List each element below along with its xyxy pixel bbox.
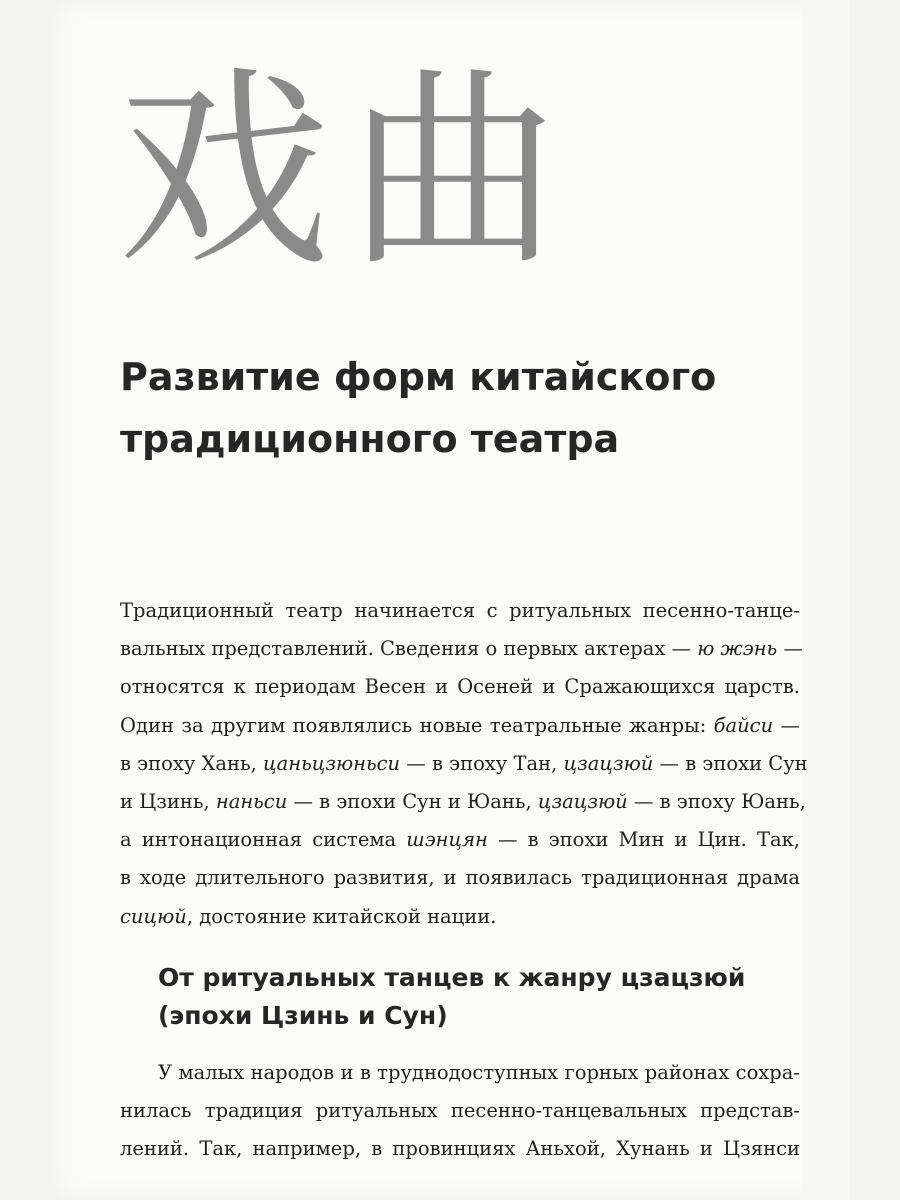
paragraph-line <box>120 707 800 745</box>
page-edge <box>802 0 850 1200</box>
text-run: — в эпохи Мин и Цин. Так, <box>487 828 800 852</box>
subheading-line: (эпохи Цзинь и Сун) <box>158 1001 448 1030</box>
text-run: — <box>773 713 800 737</box>
paragraph-line <box>120 859 800 897</box>
paragraph-line <box>120 745 808 783</box>
text-run: — в эпоху Тан, <box>400 751 564 775</box>
italic-term: цзацзюй <box>563 751 654 775</box>
italic-term: сицюй <box>120 904 187 928</box>
hanzi-qu: 曲 <box>348 48 560 295</box>
hanzi-xi: 戏 <box>118 48 330 295</box>
chapter-title <box>120 346 800 470</box>
text-run: — <box>777 637 803 661</box>
text-run: и Цзинь, <box>120 790 216 814</box>
text-run: вальных представлений. Сведения о первых актерах — <box>120 637 698 661</box>
chapter-title-line: Развитие форм китайского <box>120 355 717 399</box>
section-subheading <box>158 959 798 1035</box>
italic-term: цзацзюй <box>537 790 628 814</box>
paragraph-line: У малых народов и в труднодоступных горных районах сохра- <box>158 1061 800 1084</box>
paragraph-line: лений. Так, например, в провинциях Аньхой, Хунань и Цзянси <box>120 1137 800 1161</box>
paragraph-line: нилась традиция ритуальных песенно-танцевальных представ- <box>120 1099 800 1123</box>
text-run: — в эпохи Сун <box>653 751 808 775</box>
decorative-hanzi-heading <box>118 48 560 295</box>
chapter-title-line: традиционного театра <box>120 417 620 461</box>
text-run: относятся к периодам Весен и Осеней и Сражающихся царств. <box>120 675 800 699</box>
italic-term: байси <box>713 713 774 737</box>
paragraph-line <box>120 668 800 706</box>
text-run: , достояние китайской нации. <box>186 904 497 928</box>
text-run: в ходе длительного развития, и появилась традиционная драма <box>120 866 800 890</box>
italic-term: шэнцян <box>406 828 488 852</box>
paragraph-line <box>120 821 800 859</box>
text-run: Один за другим появлялись новые театральные жанры: <box>120 713 714 737</box>
paragraph-line <box>120 898 800 936</box>
paragraph-line <box>120 783 806 821</box>
paragraph-line <box>120 592 800 630</box>
paragraph-line <box>120 630 803 668</box>
italic-term: наньси <box>215 790 288 814</box>
text-run: а интонационная система <box>120 828 407 852</box>
section-paragraph <box>120 1054 800 1169</box>
text-run: — в эпохи Сун и Юань, <box>287 790 538 814</box>
text-run: Традиционный театр начинается с ритуальных песенно-танце- <box>120 599 800 622</box>
text-run: — в эпоху Юань, <box>627 790 806 814</box>
subheading-line: От ритуальных танцев к жанру цзацзюй <box>158 963 746 992</box>
italic-term: цаньцзюньси <box>263 751 401 775</box>
intro-paragraph <box>120 592 808 936</box>
italic-term: ю жэнь <box>697 637 778 661</box>
text-run: в эпоху Хань, <box>120 751 264 775</box>
